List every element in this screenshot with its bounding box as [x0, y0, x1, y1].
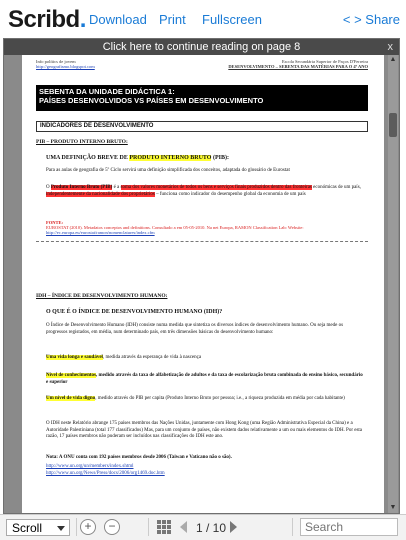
document-viewer[interactable] — [3, 38, 400, 514]
idh-dimension-3: Um nível de vida digno, medido através do PIB per capita (Produto Interno Bruto por pessoa; i.e., a riqueza produzida em média por cada habitante) — [46, 396, 345, 401]
grid-view-icon[interactable] — [156, 519, 172, 535]
idh-question: O QUE É O ÍNDICE DE DESENVOLVIMENTO HUMANO (IDH)? — [46, 309, 223, 315]
view-mode-label: Scroll — [12, 521, 43, 535]
doc-header-subject: DESENVOLVIMENTO – SEBENTA DAS MATÉRIAS PARA O 4º ANO — [228, 64, 368, 69]
continue-reading-banner[interactable] — [4, 39, 399, 55]
idh-paragraph-1: O Índice de Desenvolvimento Humano (IDH) consiste numa medida que sintetiza os diversos índices de desenvolvimento humano. Ou seja mede os progressos registados, em média, num determinado país, em três dimensões básicas do desenvolvimento humano: — [46, 323, 344, 335]
close-icon[interactable]: x — [387, 41, 393, 53]
top-toolbar — [0, 0, 406, 38]
previous-page-icon[interactable] — [180, 521, 187, 533]
fonte-label: FONTE: — [46, 220, 64, 225]
title-line-2: PAÍSES DESENVOLVIDOS VS PAÍSES EM DESENVOLVIMENTO — [39, 96, 264, 105]
doc-header-link[interactable]: http://geografismo.blogspot.com — [36, 64, 95, 69]
vertical-scrollbar[interactable] — [388, 55, 398, 513]
next-page-icon[interactable] — [230, 521, 237, 533]
document-page — [22, 55, 384, 514]
idh-paragraph-2: O IDH neste Relatório abrange 175 países membros das Nações Unidas, juntamente com Hong Kong (uma Região Administrativa Especial da China) e a Autoridade Palestiniana (total 177 classificados) Mas, para um conjunto de países, não existem dados relativamente a um ou mais elementos do IDH. Por esta razão, 17 países membros não puderam ser incluídos nas classificações do IDH este ano. — [46, 421, 363, 439]
nota: Nota: A ONU conta com 192 países membros desde 2006 (Taiwan e Vaticano não o são). — [46, 455, 232, 460]
doc-header-school: Escola Secundária Superior de Paços D'Ferreira — [281, 59, 368, 64]
title-line-1: SEBENTA DA UNIDADE DIDÁCTICA 1: — [39, 87, 175, 96]
zoom-in-icon[interactable]: + — [80, 519, 96, 535]
pib-paragraph-2: O Produto Interno Bruto (PIB) é a soma dos valores monetários de todos os bens e serviços finais produzidos dentro das fronteiras económicas de um país, independentemente da nacionalidade dos proprietários – funciona como indicador do desempenho global da economia de um país — [46, 185, 361, 197]
separator — [292, 518, 293, 536]
print-link[interactable]: Print — [159, 12, 186, 27]
banner-text[interactable]: Click here to continue reading on page 8 — [102, 41, 301, 53]
document-title — [36, 85, 368, 111]
scroll-up-icon[interactable]: ▲ — [389, 56, 397, 63]
separator — [76, 518, 77, 536]
chevron-down-icon — [57, 526, 65, 531]
un-press-link[interactable]: http://www.un.org/News/Press/docs/2006/org1469.doc.htm — [46, 471, 165, 476]
divider — [36, 241, 368, 242]
un-members-link[interactable]: http://www.un.org/un/members/index.shtml — [46, 464, 134, 469]
scroll-thumb[interactable] — [389, 113, 397, 137]
page-indicator: 1 / 10 — [196, 521, 227, 535]
doc-header-left: Info polítics de jovem — [36, 59, 76, 64]
idh-dimension-1: Uma vida longa e saudável, medida através da esperança de vida à nascença — [46, 355, 202, 360]
search-input[interactable] — [300, 518, 398, 536]
idh-heading: IDH – ÍNDICE DE DESENVOLVIMENTO HUMANO: — [36, 293, 168, 299]
view-mode-select[interactable] — [6, 519, 70, 536]
fonte-link[interactable]: http://ec.europa.eu/eurostat/ramon/nomenclatures/index.cfm — [46, 230, 155, 235]
download-link[interactable]: Download — [89, 12, 147, 27]
section-indicadores: INDICADORES DE DESENVOLVIMENTO — [36, 121, 368, 132]
scribd-logo[interactable]: Scribd. — [8, 6, 86, 33]
pib-definition-heading: UMA DEFINIÇÃO BREVE DE PRODUTO INTERNO BRUTO (PIB): — [46, 155, 229, 161]
fonte-text: EUROSTAT (2010). Metadatos conceptos and definitions. Consultado a em 05-05-2010. Na net Europa, RAMON Classification Lab: Website: — [46, 225, 304, 230]
pib-paragraph-1: Para as aulas de geografia de 5º Ciclo servirá uma definição simplificada dos conceitos, adaptada do glossário de Eurostat — [46, 168, 290, 173]
share-link[interactable]: < > Share — [342, 12, 400, 27]
fullscreen-link[interactable]: Fullscreen — [202, 12, 262, 27]
separator — [148, 518, 149, 536]
bottom-toolbar — [0, 514, 406, 540]
scroll-down-icon[interactable]: ▼ — [389, 504, 397, 511]
zoom-out-icon[interactable]: − — [104, 519, 120, 535]
pib-heading: PIB – PRODUTO INTERNO BRUTO: — [36, 139, 128, 145]
idh-dimension-2: Nível de conhecimentos, medido através da taxa de alfabetização de adultos e da taxa de escolarização bruta combinada do ensino básico, secundário e superior — [46, 373, 363, 385]
